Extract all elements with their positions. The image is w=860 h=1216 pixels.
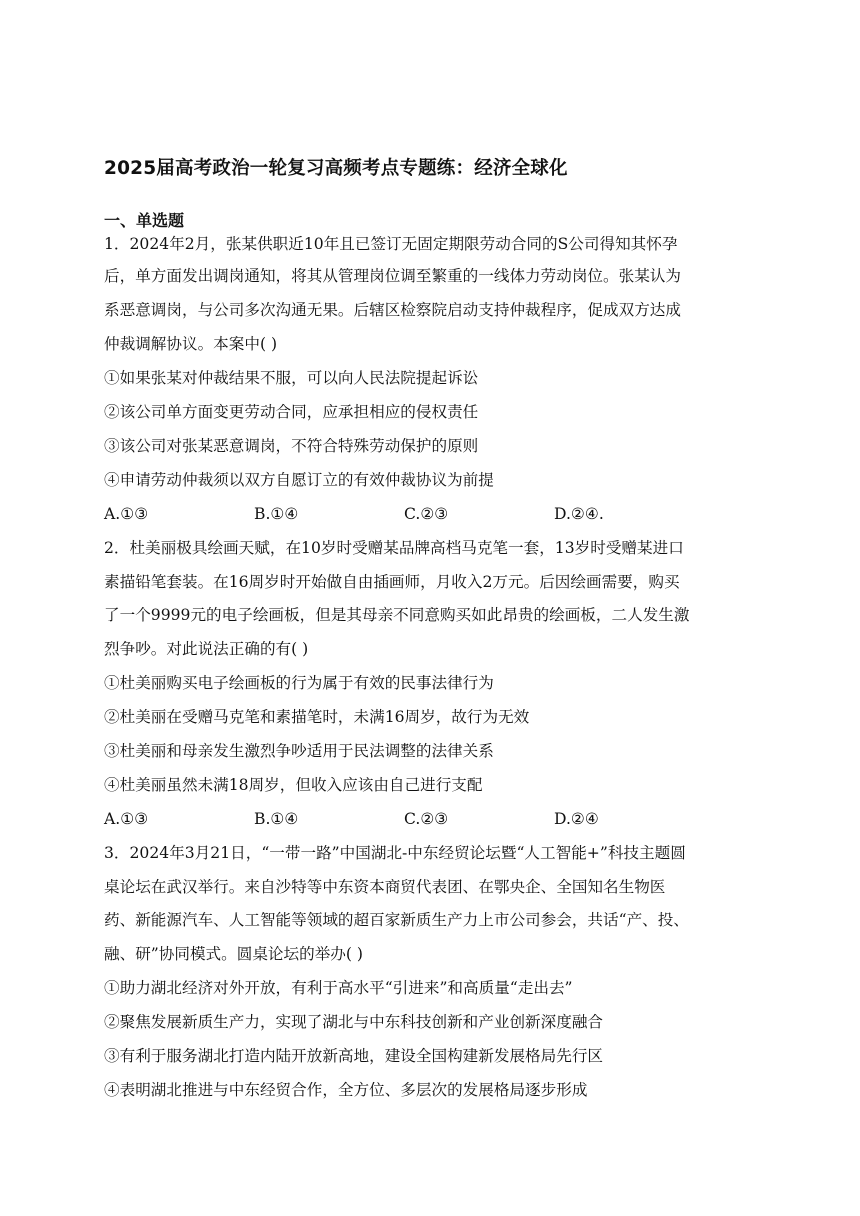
question-2-statement-4: ④杜美丽虽然未满18周岁，但收入应该由自己进行支配 [104,776,483,794]
option-b: B.①④ [254,505,299,523]
question-1-line-2: 后，单方面发出调岗通知，将其从管理岗位调至繁重的一线体力劳动岗位。张某认为 [104,267,681,285]
option-c: C.②③ [404,505,449,523]
question-2-line-4: 烈争吵。对此说法正确的有( ) [104,640,309,658]
question-1-statement-2: ②该公司单方面变更劳动合同，应承担相应的侵权责任 [104,403,479,421]
question-1-line-3: 系恶意调岗，与公司多次沟通无果。后辖区检察院启动支持仲裁程序，促成双方达成 [104,301,681,319]
option-d: D.②④ [554,810,599,828]
question-2-statement-2: ②杜美丽在受赠马克笔和素描笔时，未满16周岁，故行为无效 [104,708,530,726]
question-1-statement-3: ③该公司对张某恶意调岗，不符合特殊劳动保护的原则 [104,437,479,455]
question-3-line-2: 桌论坛在武汉举行。来自沙特等中东资本商贸代表团、在鄂央企、全国知名生物医 [104,878,666,896]
question-3-statement-2: ②聚焦发展新质生产力，实现了湖北与中东科技创新和产业创新深度融合 [104,1013,604,1031]
question-2-line-3: 了一个9999元的电子绘画板，但是其母亲不同意购买如此昂贵的绘画板，二人发生激 [104,606,690,624]
question-1-statement-4: ④申请劳动仲裁须以双方自愿订立的有效仲裁协议为前提 [104,471,494,489]
question-1-line-1: 1．2024年2月，张某供职近10年且已签订无固定期限劳动合同的S公司得知其怀孕 [104,235,678,253]
section-heading: 一、单选题 [104,211,185,230]
question-2-statement-3: ③杜美丽和母亲发生激烈争吵适用于民法调整的法律关系 [104,742,494,760]
option-d: D.②④. [554,505,604,523]
option-b: B.①④ [254,810,299,828]
question-3-line-1: 3．2024年3月21日，“一带一路”中国湖北-中东经贸论坛暨“人工智能+”科技主题圆 [104,844,686,862]
question-3-line-4: 融、研”协同模式。圆桌论坛的举办( ) [104,945,364,963]
question-2-line-2: 素描铅笔套装。在16周岁时开始做自由插画师，月收入2万元。后因绘画需要，购买 [104,573,680,591]
option-a: A.①③ [104,505,149,523]
question-3-statement-3: ③有利于服务湖北打造内陆开放新高地，建设全国构建新发展格局先行区 [104,1047,604,1065]
question-3-line-3: 药、新能源汽车、人工智能等领域的超百家新质生产力上市公司参会，共话“产、投、 [104,911,689,929]
document-title: 2025届高考政治一轮复习高频考点专题练：经济全球化 [104,158,568,179]
question-2-line-1: 2．杜美丽极具绘画天赋，在10岁时受赠某品牌高档马克笔一套，13岁时受赠某进口 [104,539,684,557]
option-c: C.②③ [404,810,449,828]
question-1-line-4: 仲裁调解协议。本案中( ) [104,335,278,353]
question-3-statement-1: ①助力湖北经济对外开放，有利于高水平“引进来”和高质量“走出去” [104,979,573,997]
question-3-statement-4: ④表明湖北推进与中东经贸合作，全方位、多层次的发展格局逐步形成 [104,1081,588,1099]
question-2-statement-1: ①杜美丽购买电子绘画板的行为属于有效的民事法律行为 [104,674,494,692]
question-1-statement-1: ①如果张某对仲裁结果不服，可以向人民法院提起诉讼 [104,369,479,387]
option-a: A.①③ [104,810,149,828]
